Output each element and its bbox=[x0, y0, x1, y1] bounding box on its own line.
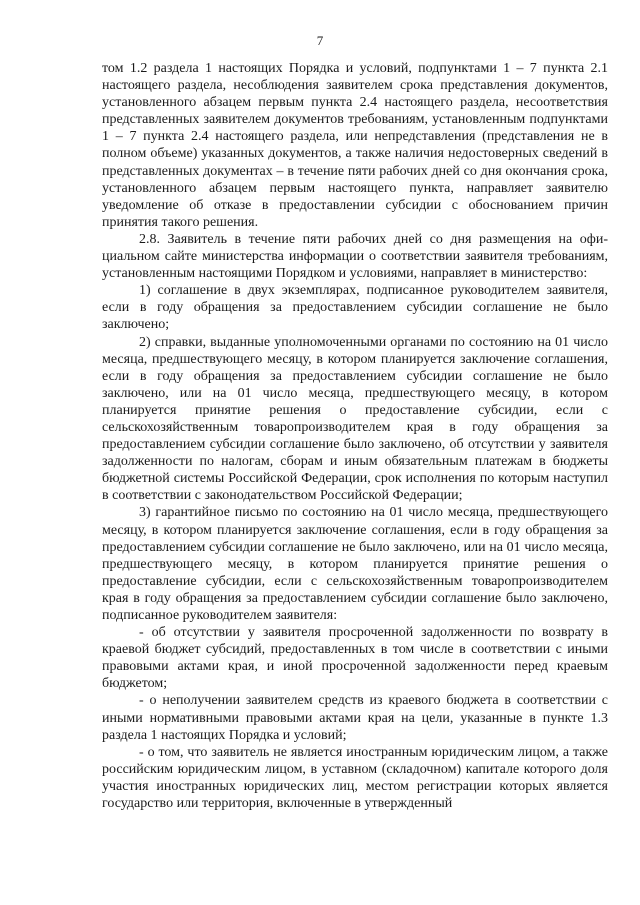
paragraph-dash-3: - о том, что заявитель не является иностранным юридическим лицом, а также российским юридическим лицом, в уставном (складочном) капитале которого доля участия иностранных юридических лиц, местом регистрации которых является государство или территория, включенные в утвержденный bbox=[102, 744, 608, 812]
document-body bbox=[102, 60, 608, 812]
page-number: 7 bbox=[316, 33, 324, 48]
paragraph-clause-2-8: 2.8. Заявитель в течение пяти рабочих дней со дня размещения на официальном сайте министерства информации о соответствии заявителя требованиям, установленным настоящими Порядком и условиями, направляет в министерство: bbox=[102, 231, 608, 282]
paragraph-dash-2: - о неполучении заявителем средств из краевого бюджета в соответствии с иными нормативными правовыми актами края на цели, указанные в пункте 1.3 раздела 1 настоящих Порядка и условий; bbox=[102, 693, 608, 743]
paragraph-continuation: том 1.2 раздела 1 настоящих Порядка и условий, подпунктами 1 – 7 пункта 2.1 настоящего раздела, несоблюдения заявителем срока представления документов, установленного абзацем первым пункта 2.4 настоящего раздела, несоответствия представленных заявителем документов требованиям, установленным подпунктами 1 – 7 пункта 2.4 настоящего раздела, или непредставления (представления не в полном объеме) указанных документов, а также наличия недостоверных сведений в представленных документах – в течение пяти рабочих дней со дня окончания срока, установленного абзацем первым настоящего пункта, направляет заявителю уведомление об отказе в предоставлении субсидии с обоснованием причин принятия такого решения. bbox=[102, 61, 608, 230]
paragraph-item-2: 2) справки, выданные уполномоченными органами по состоянию на 01 число месяца, предшествующего месяцу, в котором планируется заключение соглашения, если в году обращения за предоставлением субсидии соглашение не было заключено, или на 01 число месяца, предшествующего месяцу, в котором планируется принятие решения о предоставление субсидии, если с сельскохозяйственным товаропроизводителем края в году обращения за предоставлением субсидии соглашение было заключено, об отсутствии у заявителя задолженности по налогам, сборам и иным обязательным платежам в бюджеты бюджетной системы Российской Федерации, срок исполнения по которым наступил в соответствии с законодательством Российской Федерации; bbox=[102, 334, 608, 504]
paragraph-item-3: 3) гарантийное письмо по состоянию на 01 число месяца, предшествующего месяцу, в котором планируется заключение соглашения, если в году обращения за предоставлением субсидии соглашение не было заключено, или на 01 число месяца, предшествующего месяцу, в котором планируется принятие решения о предоставление субсидии, если с сельскохозяйственным товаропроизводителем края в году обращения за предоставлением субсидии соглашение было заключено, подписанное руководителем заявителя: bbox=[102, 505, 608, 623]
paragraph-dash-1: - об отсутствии у заявителя просроченной задолженности по возврату в краевой бюджет субсидий, предоставленных в том числе в соответствии с иными правовыми актами края, и иной просроченной задолженности перед краевым бюджетом; bbox=[102, 625, 608, 692]
paragraph-item-1: 1) соглашение в двух экземплярах, подписанное руководителем заявителя, если в году обращения за предоставлением субсидии соглашение не было заключено; bbox=[102, 283, 608, 333]
